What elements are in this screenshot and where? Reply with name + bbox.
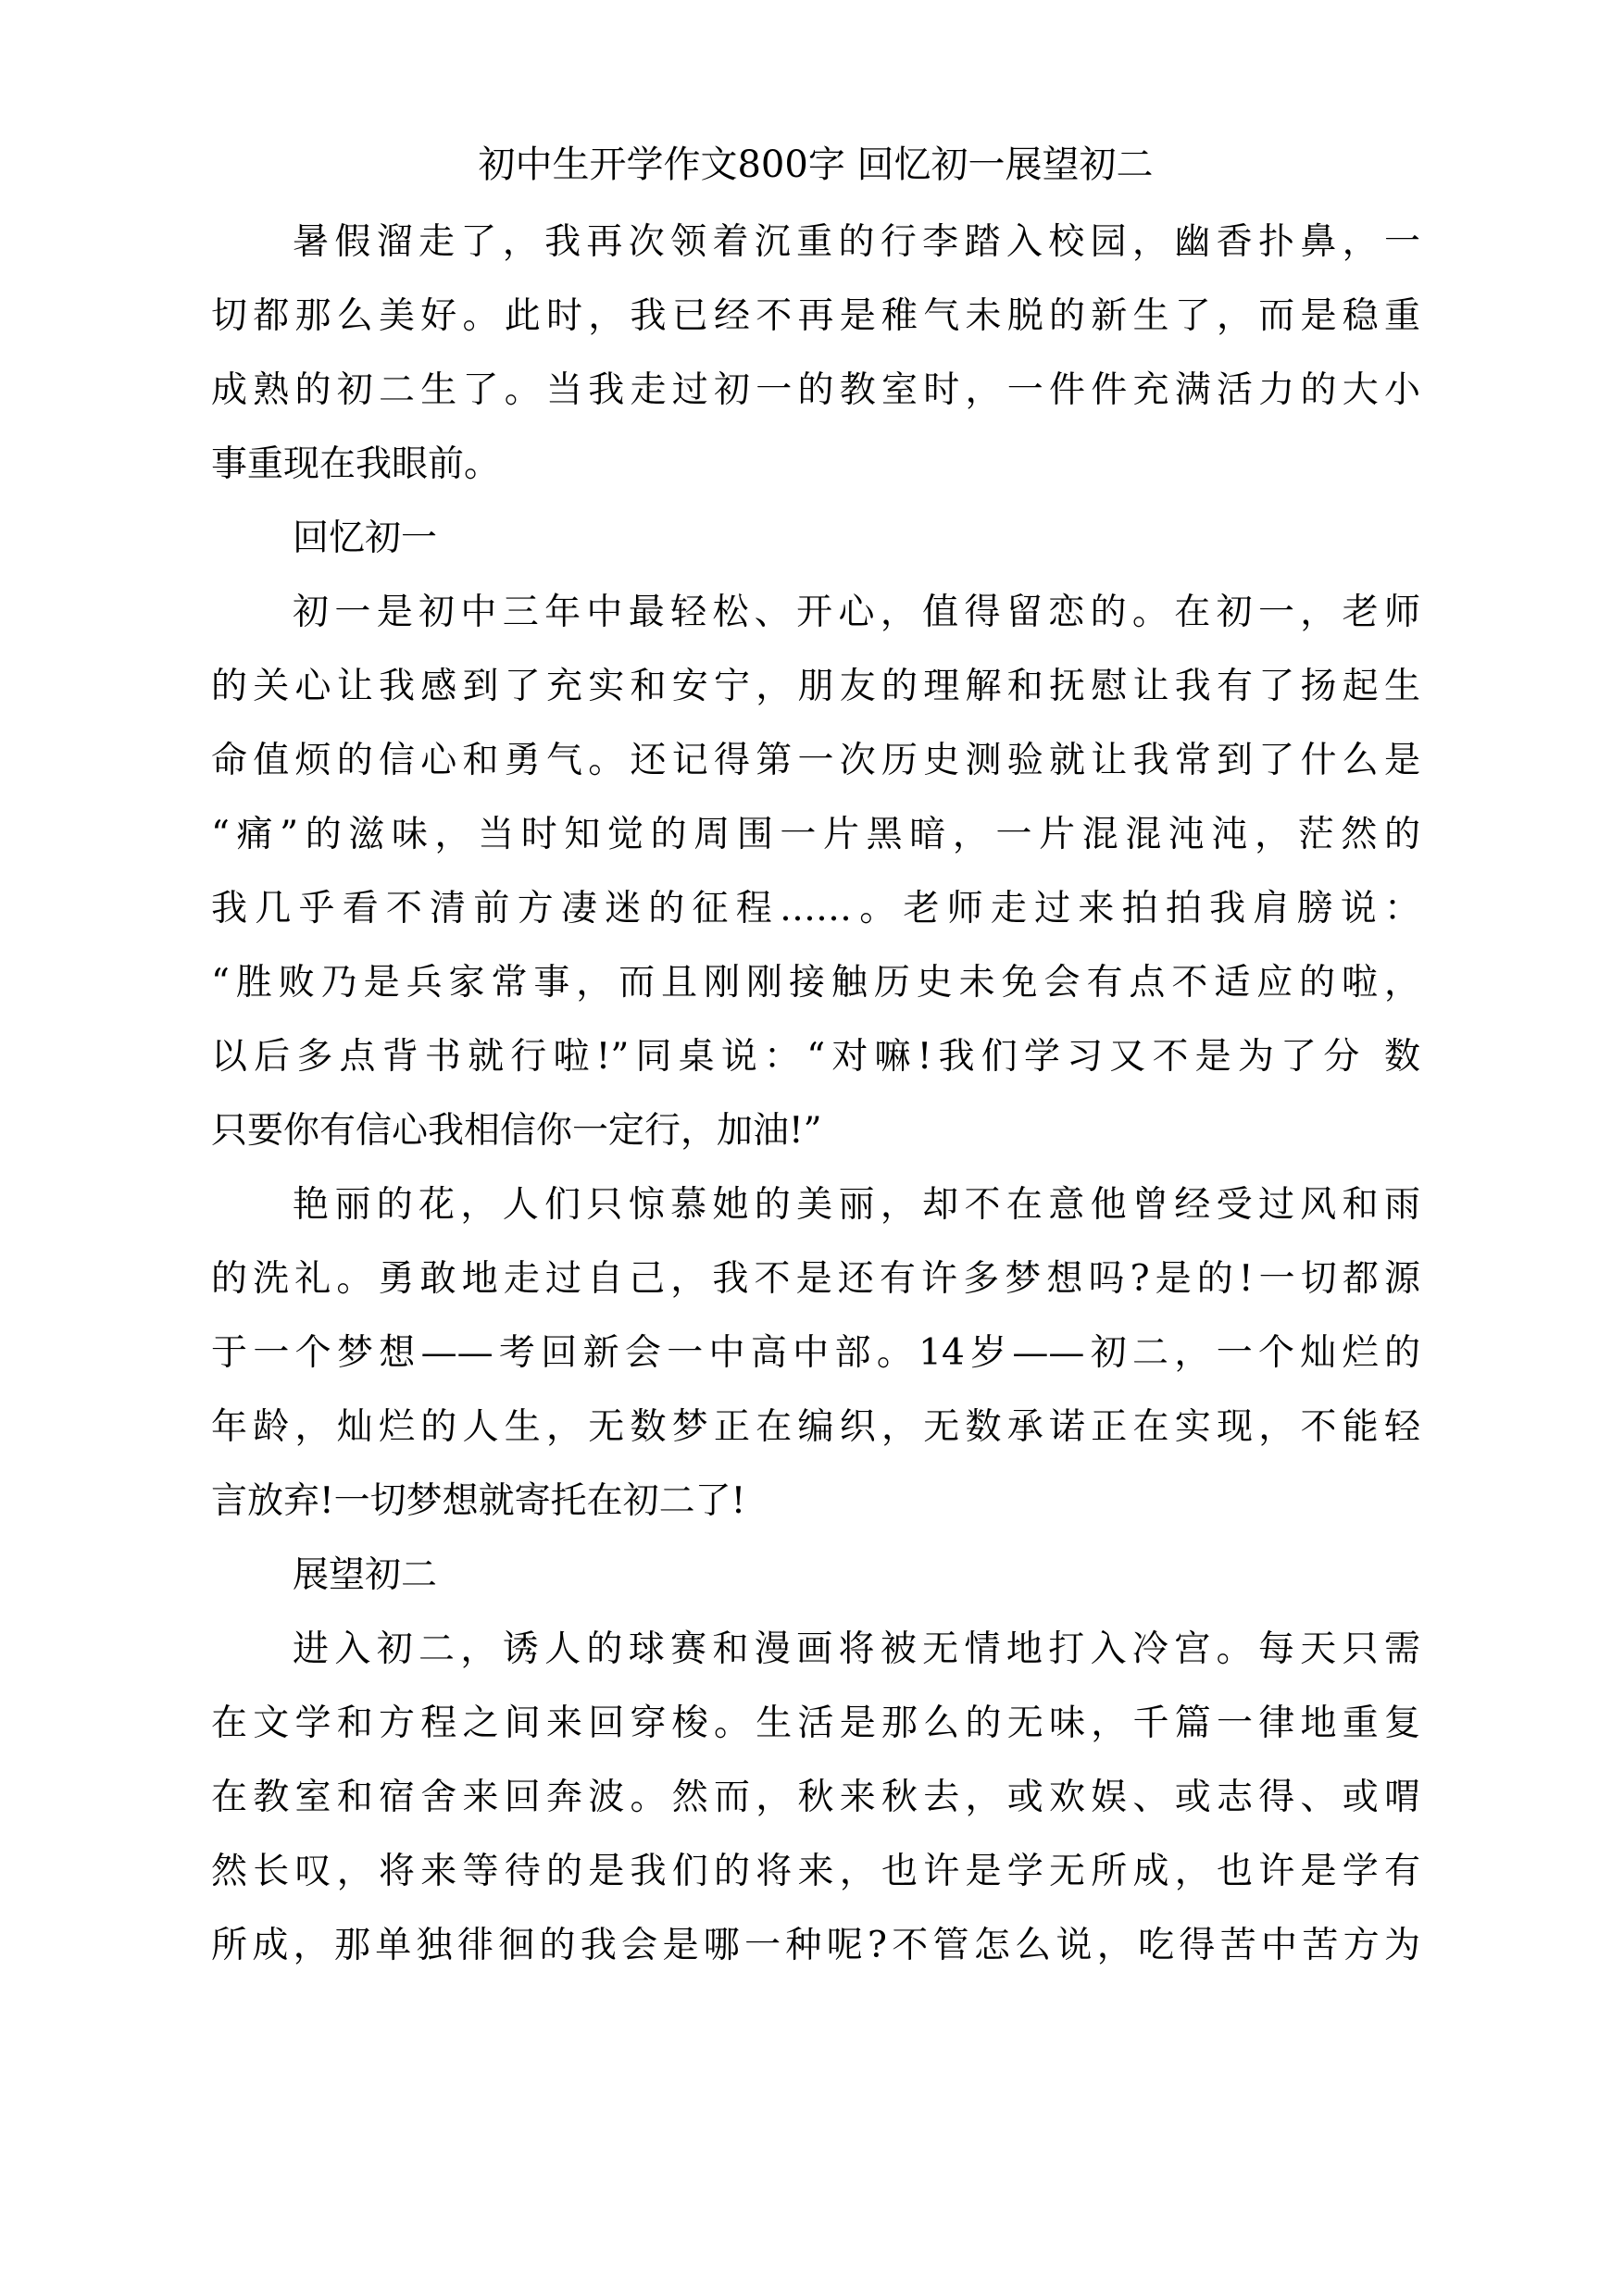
paragraph-line: 在文学和方程之间来回穿梭。生活是那么的无味，千篇一律地重复: [211, 1703, 1420, 1744]
paragraph-recall: [211, 576, 1420, 1168]
paragraph-line: 我几乎看不清前方凄迷的征程……。老师走过来拍拍我肩膀说：: [211, 888, 1420, 929]
paragraph-line: 成熟的初二生了。当我走过初一的教室时，一件件充满活力的大小: [211, 369, 1420, 411]
paragraph-intro: [211, 206, 1420, 502]
paragraph-line: “胜败乃是兵家常事，而且刚刚接触历史未免会有点不适应的啦，: [211, 962, 1420, 1004]
paragraph-line: 言放弃!一切梦想就寄托在初二了!: [211, 1480, 746, 1522]
paragraph-line: 事重现在我眼前。: [211, 443, 501, 485]
paragraph-line: “痛”的滋味，当时知觉的周围一片黑暗，一片混混沌沌，茫然的: [211, 814, 1420, 855]
paragraph-line: 的关心让我感到了充实和安宁，朋友的理解和抚慰让我有了扬起生: [211, 666, 1420, 707]
paragraph-line: 的洗礼。勇敢地走过自己，我不是还有许多梦想吗?是的!一切都源: [211, 1258, 1420, 1300]
paragraph-line: 进入初二，诱人的球赛和漫画将被无情地打入冷宫。每天只需: [293, 1628, 1420, 1670]
section-heading-recall: 回忆初一: [293, 518, 438, 559]
paragraph-line: 于一个梦想——考回新会一中高中部。14岁——初二，一个灿烂的: [211, 1332, 1420, 1374]
paragraph-line: 以后多点背书就行啦!”同桌说：“对嘛!我们学习又不是为了分 数: [211, 1036, 1420, 1078]
document-page: [211, 128, 1420, 1983]
section-heading-outlook: 展望初二: [293, 1554, 438, 1596]
paragraph-line: 初一是初中三年中最轻松、开心，值得留恋的。在初一，老师: [293, 592, 1420, 633]
paragraph-line: 艳丽的花，人们只惊慕她的美丽，却不在意他曾经受过风和雨: [293, 1184, 1420, 1226]
paragraph-line: 暑假溜走了，我再次领着沉重的行李踏入校园，幽香扑鼻，一: [293, 221, 1420, 263]
paragraph-line: 命值烦的信心和勇气。还记得第一次历史测验就让我常到了什么是: [211, 740, 1420, 781]
document-title: 初中生开学作文800字 回忆初一展望初二: [478, 143, 1154, 186]
paragraph-line: 所成，那单独徘徊的我会是哪一种呢?不管怎么说，吃得苦中苦方为: [211, 1925, 1420, 1966]
paragraph-line: 只要你有信心我相信你一定行，加油!”: [211, 1110, 822, 1152]
paragraph-outlook: [211, 1613, 1420, 1983]
paragraph-line: 切都那么美好。此时，我已经不再是稚气未脱的新生了，而是稳重: [211, 295, 1420, 337]
paragraph-line: 年龄，灿烂的人生，无数梦正在编织，无数承诺正在实现，不能轻: [211, 1406, 1420, 1448]
paragraph-dream: [211, 1168, 1420, 1539]
paragraph-line: 在教室和宿舍来回奔波。然而，秋来秋去，或欢娱、或志得、或喟: [211, 1777, 1420, 1818]
paragraph-line: 然长叹，将来等待的是我们的将来，也许是学无所成，也许是学有: [211, 1851, 1420, 1892]
